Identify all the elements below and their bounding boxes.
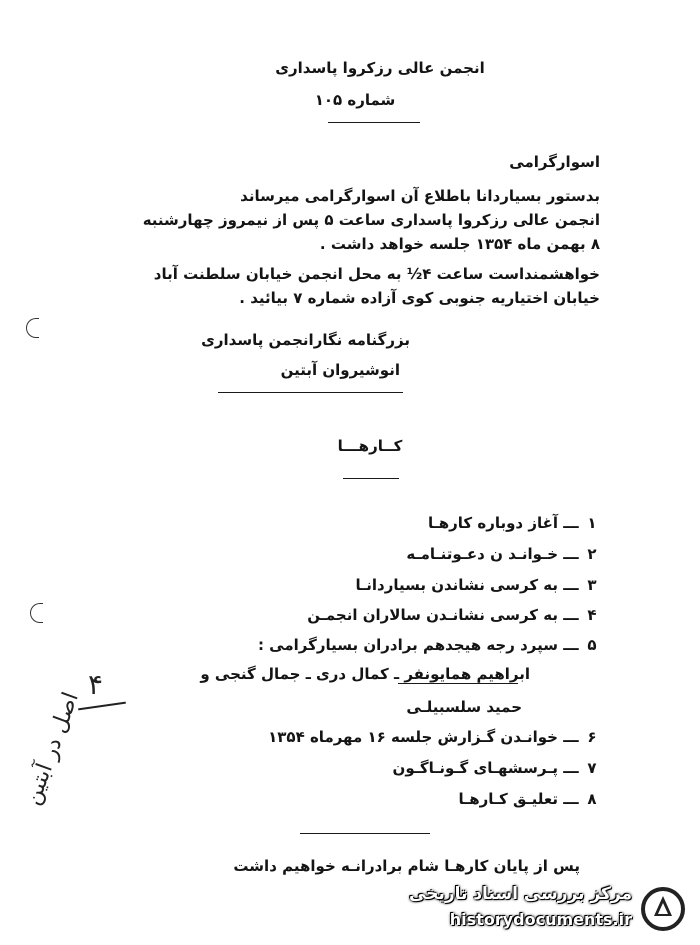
agenda-item-number: ۳ xyxy=(587,576,597,594)
watermark-url: historydocuments.ir xyxy=(449,910,632,929)
agenda-item: ۷ـــپـرسشهـای گـونـاگـون xyxy=(393,759,600,779)
agenda-item: ۴ـــبه کرسی نشانـدن سالاران انجمـن xyxy=(307,606,600,626)
paragraph-2-line-1: خواهشمنداست ساعت ۴½ به محل انجمن خیابان سلطنت آباد xyxy=(153,265,600,283)
binder-hole-mark xyxy=(30,603,43,623)
agenda-item-text: خـوانـد ن دعـوتنـامـه xyxy=(406,545,558,563)
handwritten-number: ۴ xyxy=(88,668,104,701)
number-underline xyxy=(328,122,420,123)
archive-watermark xyxy=(401,882,686,936)
signature-name: انوشیروان آبتین xyxy=(280,361,400,379)
paragraph-2-line-2: خیابان اختیاریه جنوبی کوی آزاده شماره ۷ بیائید . xyxy=(239,289,600,307)
agenda-item: ۱ـــآغاز دوباره کارهـا xyxy=(428,514,600,534)
agenda-item-number: ۱ xyxy=(587,514,597,532)
agenda-item-number: ۷ xyxy=(587,759,597,777)
handwritten-note: اصل در آبتین xyxy=(20,688,84,809)
paragraph-1-line-2: انجمن عالی رزکروا پاسداری ساعت ۵ پس از نیمروز چهارشنبه xyxy=(142,211,600,229)
paragraph-1-line-3: ۸ بهمن ماه ۱۳۵۴ جلسه خواهد داشت . xyxy=(319,235,600,253)
archive-logo-icon xyxy=(640,886,686,932)
binder-hole-mark xyxy=(26,318,39,338)
agenda-item-text: به کرسی نشانـدن سالاران انجمـن xyxy=(307,606,558,624)
salutation: اسوارگرامی xyxy=(509,153,600,171)
agenda-item-text: به کرسی نشاندن بسیاردانـا xyxy=(355,576,558,594)
names-underline xyxy=(398,683,518,684)
agenda-item: ۳ـــبه کرسی نشاندن بسیاردانـا xyxy=(355,576,600,596)
signature-rule xyxy=(218,392,403,393)
agenda-heading: کــارهـــا xyxy=(337,437,403,455)
agenda-item-number: ۵ xyxy=(587,636,597,654)
agenda-item-text: سپرد رجه هیجدهم برادران بسیارگرامی : xyxy=(257,636,558,654)
signature-role: بزرگنامه نگارانجمن پاسداری xyxy=(201,331,410,349)
agenda-item-number: ۶ xyxy=(587,728,597,746)
document-number: شماره ۱۰۵ xyxy=(314,91,396,109)
agenda-item-text: آغاز دوباره کارهـا xyxy=(427,514,558,532)
agenda-item-5-names-cont: حمید سلسبیلـی xyxy=(406,698,522,716)
watermark-name: مرکز بررسی اسناد تاریخی xyxy=(409,884,632,904)
closing-line: پس از پایان کارهـا شام برادرانـه خواهیم داشت xyxy=(233,857,580,875)
agenda-item-number: ۲ xyxy=(587,545,597,563)
document-title: انجمن عالی رزکروا پاسداری xyxy=(275,59,485,77)
agenda-item: ۵ـــسپرد رجه هیجدهم برادران بسیارگرامی : xyxy=(258,636,600,656)
agenda-item-text: پـرسشهـای گـونـاگـون xyxy=(392,759,558,777)
agenda-item: ۸ـــتعلیـق کـارهـا xyxy=(459,790,601,810)
handwritten-stroke xyxy=(78,702,126,711)
agenda-item: ۲ـــخـوانـد ن دعـوتنـامـه xyxy=(406,545,600,565)
agenda-heading-underline xyxy=(343,478,399,479)
agenda-item: ۶ـــخوانـدن گـزارش جلسه ۱۶ مهرماه ۱۳۵۴ xyxy=(268,728,600,748)
agenda-item-number: ۸ xyxy=(587,790,597,808)
agenda-item-5-names: ابراهیم همایونفر ـ کمال دری ـ جمال گنجی و xyxy=(200,665,530,683)
agenda-item-number: ۴ xyxy=(587,606,597,624)
paragraph-1-line-1: بدستور بسیاردانا باطلاع آن اسوارگرامی میرساند xyxy=(240,187,600,205)
closing-rule xyxy=(300,833,430,834)
agenda-item-text: تعلیـق کـارهـا xyxy=(458,790,558,808)
agenda-item-text: خوانـدن گـزارش جلسه ۱۶ مهرماه ۱۳۵۴ xyxy=(268,728,558,746)
